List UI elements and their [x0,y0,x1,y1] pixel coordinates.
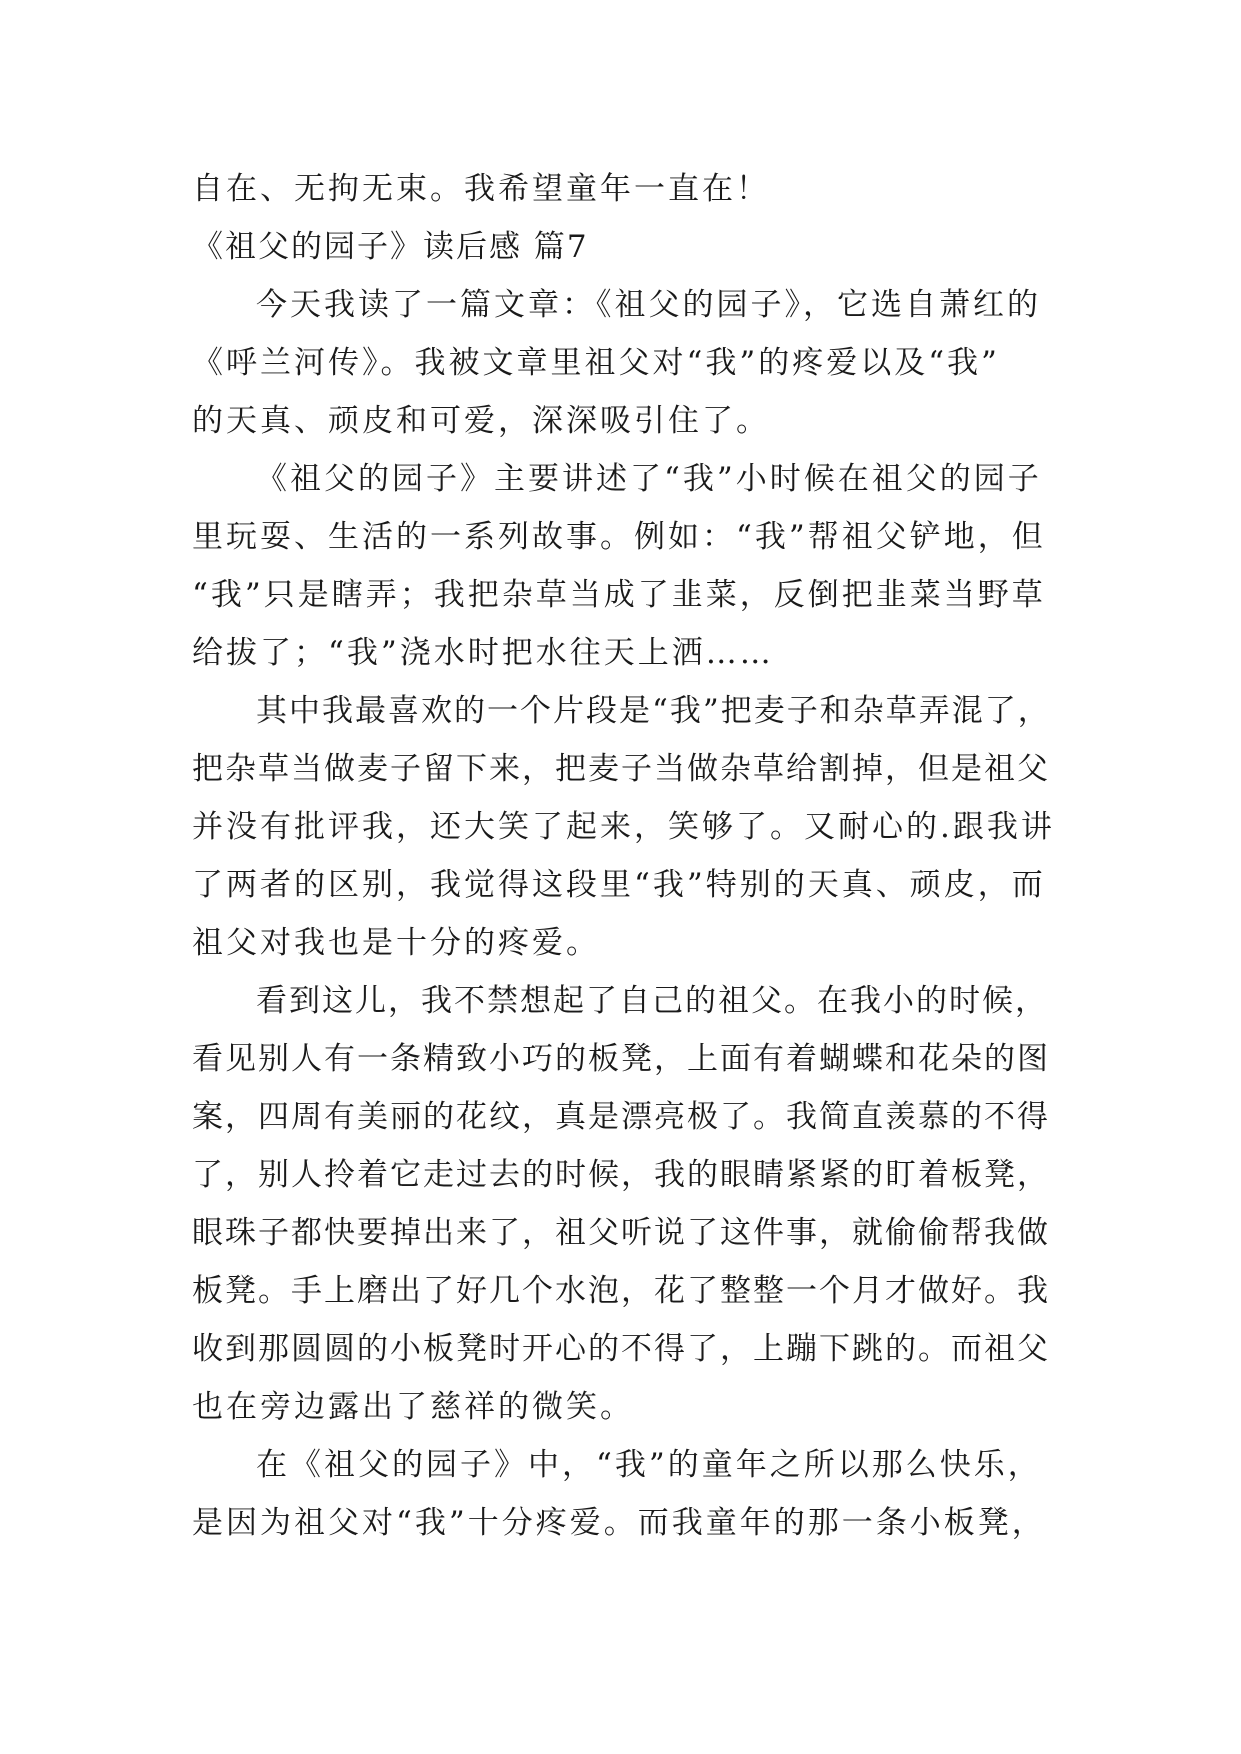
text-line: 今天我读了一篇文章：《祖父的园子》，它选自萧红的 [256,287,1041,323]
text-line: 自在、无拘无束。我希望童年一直在！ [192,171,770,207]
section-heading: 《祖父的园子》读后感 篇7 [192,229,589,265]
text-line: 把杂草当做麦子留下来，把麦子当做杂草给割掉，但是祖父 [192,751,1050,787]
text-line: “我”只是瞎弄；我把杂草当成了韭菜，反倒把韭菜当野草 [192,577,1046,613]
text-line: 是因为祖父对“我”十分疼爱。而我童年的那一条小板凳， [192,1505,1046,1541]
text-line: 眼珠子都快要掉出来了，祖父听说了这件事，就偷偷帮我做 [192,1215,1050,1251]
text-line: 案，四周有美丽的花纹，真是漂亮极了。我简直羡慕的不得 [192,1099,1050,1135]
text-line: 看到这儿，我不禁想起了自己的祖父。在我小的时候， [256,983,1048,1019]
text-line: 在《祖父的园子》中，“我”的童年之所以那么快乐， [256,1447,1042,1483]
document-body [192,160,1058,1552]
text-line: 的天真、顽皮和可爱，深深吸引住了。 [192,403,770,439]
text-line: 《祖父的园子》主要讲述了“我”小时候在祖父的园子 [256,461,1042,497]
text-line: 收到那圆圆的小板凳时开心的不得了，上蹦下跳的。而祖父 [192,1331,1050,1367]
text-line: 了，别人拎着它走过去的时候，我的眼睛紧紧的盯着板凳， [192,1157,1050,1193]
text-line: 也在旁边露出了慈祥的微笑。 [192,1389,634,1425]
text-line: 其中我最喜欢的一个片段是“我”把麦子和杂草弄混了， [256,693,1051,729]
text-line: 《呼兰河传》。我被文章里祖父对“我”的疼爱以及“我” [192,345,1000,381]
text-line: 看见别人有一条精致小巧的板凳，上面有着蝴蝶和花朵的图 [192,1041,1050,1077]
text-line: 板凳。手上磨出了好几个水泡，花了整整一个月才做好。我 [192,1273,1050,1309]
text-line: 并没有批评我，还大笑了起来，笑够了。又耐心的.跟我讲 [192,809,1055,845]
text-line: 给拔了；“我”浇水时把水往天上洒…… [192,635,774,671]
text-line: 祖父对我也是十分的疼爱。 [192,925,600,961]
text-line: 了两者的区别，我觉得这段里“我”特别的天真、顽皮，而 [192,867,1046,903]
text-line: 里玩耍、生活的一系列故事。例如：“我”帮祖父铲地，但 [192,519,1046,555]
